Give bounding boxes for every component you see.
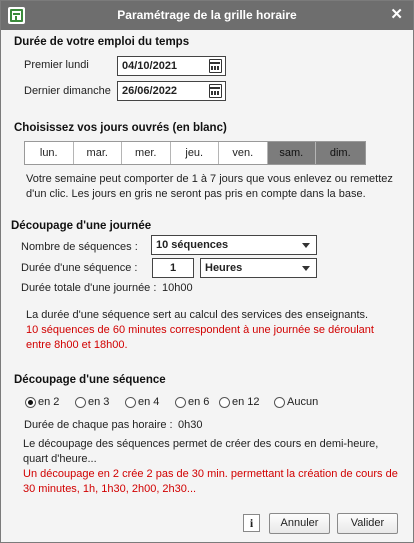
days-selector bbox=[24, 141, 366, 165]
radio-unchecked-icon bbox=[175, 397, 186, 408]
pas-horaire-label: Durée de chaque pas horaire : bbox=[24, 419, 173, 431]
chevron-down-icon bbox=[302, 243, 310, 248]
duree-totale-label: Durée totale d'une journée : bbox=[21, 282, 157, 294]
dernier-dimanche-value: 26/06/2022 bbox=[122, 85, 178, 97]
radio-checked-icon bbox=[25, 397, 36, 408]
day-sam[interactable]: sam. bbox=[268, 142, 317, 164]
calendar-icon[interactable] bbox=[209, 84, 222, 98]
duree-sequence-value: 1 bbox=[169, 262, 177, 274]
journee-info-text: La durée d'une séquence sert au calcul des services des enseignants. bbox=[26, 309, 369, 321]
pas-horaire-value: 0h30 bbox=[178, 419, 203, 431]
radio-unchecked-icon bbox=[125, 397, 136, 408]
cancel-button[interactable]: Annuler bbox=[269, 513, 330, 534]
radio-label: en 2 bbox=[38, 396, 60, 408]
radio-label: en 6 bbox=[188, 396, 210, 408]
nb-sequences-label: Nombre de séquences : bbox=[21, 241, 138, 253]
window-title: Paramétrage de la grille horaire bbox=[117, 8, 297, 22]
jours-heading: Choisissez vos jours ouvrés (en blanc) bbox=[14, 122, 227, 134]
radio-label: en 4 bbox=[138, 396, 160, 408]
radio-en-2[interactable] bbox=[25, 395, 59, 409]
chevron-down-icon bbox=[302, 266, 310, 271]
duree-heading: Durée de votre emploi du temps bbox=[14, 36, 190, 48]
day-mar[interactable]: mar. bbox=[74, 142, 123, 164]
premier-lundi-field[interactable] bbox=[117, 56, 226, 76]
radio-en-4[interactable] bbox=[125, 395, 159, 409]
calendar-icon[interactable] bbox=[209, 59, 222, 73]
journee-heading: Découpage d'une journée bbox=[11, 220, 152, 232]
validate-button[interactable]: Valider bbox=[337, 513, 398, 534]
nb-sequences-select[interactable] bbox=[151, 235, 317, 255]
radio-label: en 3 bbox=[88, 396, 110, 408]
radio-en-6[interactable] bbox=[175, 395, 209, 409]
day-ven[interactable]: ven. bbox=[219, 142, 268, 164]
radio-unchecked-icon bbox=[75, 397, 86, 408]
day-dim[interactable]: dim. bbox=[316, 142, 365, 164]
dernier-dimanche-label: Dernier dimanche bbox=[24, 85, 111, 97]
radio-unchecked-icon bbox=[274, 397, 285, 408]
sequence-info-text: Le découpage des séquences permet de créer des cours en demi-heure, quart d'heure... bbox=[23, 438, 379, 465]
day-jeu[interactable]: jeu. bbox=[171, 142, 220, 164]
day-lun[interactable]: lun. bbox=[25, 142, 74, 164]
radio-aucun[interactable] bbox=[274, 395, 318, 409]
radio-en-3[interactable] bbox=[75, 395, 109, 409]
day-mer[interactable]: mer. bbox=[122, 142, 171, 164]
premier-lundi-value: 04/10/2021 bbox=[122, 60, 178, 72]
journee-warning-text: 10 séquences de 60 minutes correspondent à une journée se déroulant entre 8h00 et 18h00. bbox=[26, 324, 374, 351]
sequence-heading: Découpage d'une séquence bbox=[14, 374, 166, 386]
duree-sequence-input[interactable] bbox=[152, 258, 194, 278]
premier-lundi-label: Premier lundi bbox=[24, 59, 89, 71]
radio-label: en 12 bbox=[232, 396, 260, 408]
radio-label: Aucun bbox=[287, 396, 319, 408]
close-icon[interactable]: ✕ bbox=[390, 6, 403, 23]
radio-en-12[interactable] bbox=[219, 395, 260, 409]
duree-unit-select[interactable] bbox=[200, 258, 317, 278]
sequence-warning-text: Un découpage en 2 crée 2 pas de 30 min. permettant la création de cours de 30 minutes, 1h, 1h30, 2h00, 2h30... bbox=[23, 468, 398, 495]
dernier-dimanche-field[interactable] bbox=[117, 81, 226, 101]
title-bar[interactable] bbox=[1, 1, 413, 30]
duree-sequence-label: Durée d'une séquence : bbox=[21, 262, 138, 274]
info-icon[interactable]: i bbox=[243, 514, 260, 532]
radio-unchecked-icon bbox=[219, 397, 230, 408]
jours-help-text: Votre semaine peut comporter de 1 à 7 jours que vous enlevez ou remettez d'un clic. Les jours en gris ne seront pas pris en compte dans la base. bbox=[26, 173, 393, 200]
duree-unit-value: Heures bbox=[205, 262, 243, 274]
duree-totale-value: 10h00 bbox=[162, 282, 193, 294]
nb-sequences-value: 10 séquences bbox=[156, 239, 229, 251]
